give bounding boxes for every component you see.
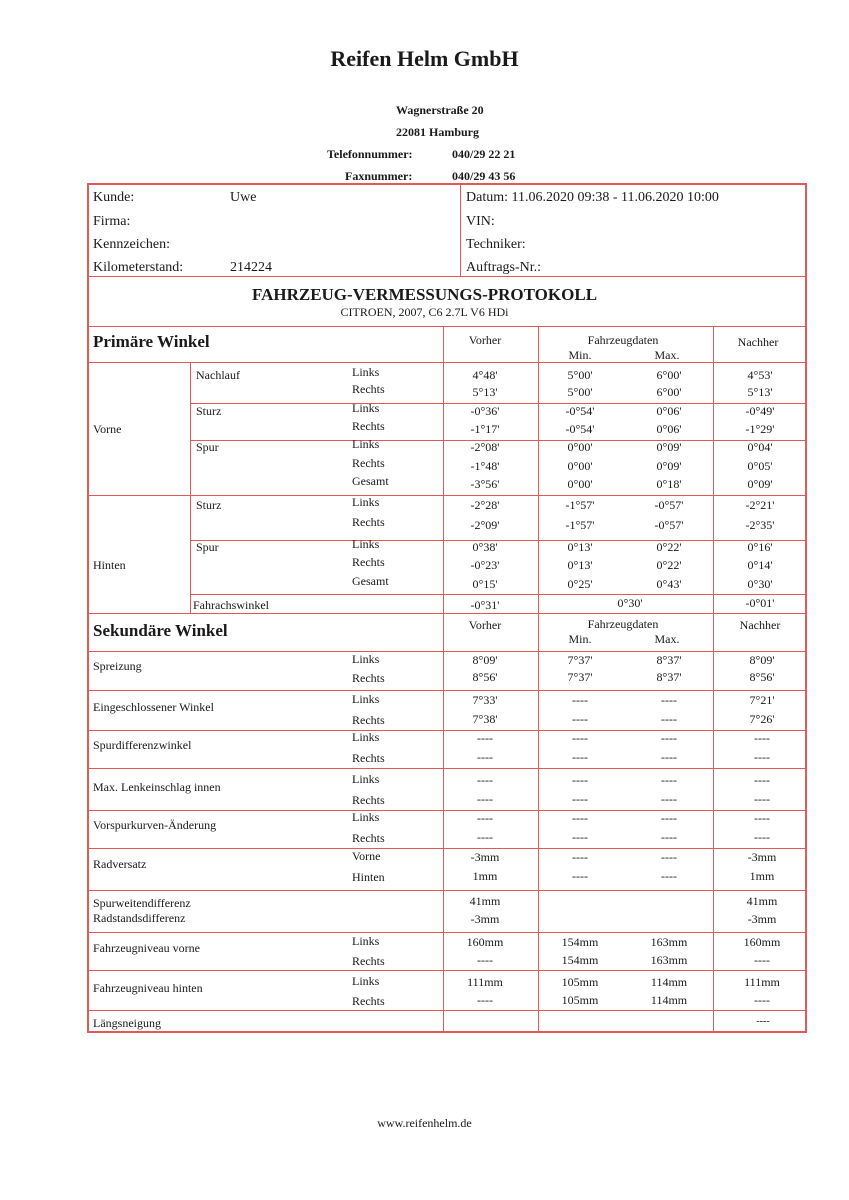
primary-value-after: 4°53' — [747, 368, 773, 382]
protocol-title: FAHRZEUG-VERMESSUNGS-PROTOKOLL — [251, 285, 598, 304]
grid-line — [87, 810, 807, 811]
secondary-value-after: ---- — [754, 953, 770, 967]
primary-value-max: 6°00' — [656, 368, 682, 382]
primary-value-after: -2°21' — [745, 498, 775, 512]
secondary-value-after: 7°26' — [749, 712, 775, 726]
secondary-measure-label: Spurdifferenzwinkel — [93, 738, 192, 752]
primary-value-max: 0°22' — [656, 540, 682, 554]
secondary-value-min: 105mm — [561, 975, 599, 989]
secondary-value-max: ---- — [661, 792, 677, 806]
secondary-value-before: 111mm — [467, 975, 503, 989]
primary-measure-label: Sturz — [196, 498, 222, 512]
primary-side-label: Rechts — [352, 382, 385, 396]
primary-side-label: Rechts — [352, 419, 385, 433]
secondary-angles-heading: Sekundäre Winkel — [93, 621, 228, 640]
grid-line — [538, 326, 539, 1032]
secondary-value-max: 8°37' — [656, 653, 682, 667]
grid-line — [460, 183, 461, 276]
secondary-side-label: Rechts — [352, 831, 385, 845]
phone-number: 040/29 22 21 — [452, 147, 516, 161]
primary-value-min: 0°25' — [567, 577, 593, 591]
primary-value-min: 0°13' — [567, 558, 593, 572]
grid-line — [87, 730, 807, 731]
secondary-value-before: ---- — [477, 830, 493, 844]
secondary-side-label: Rechts — [352, 994, 385, 1008]
primary-value-max: 6°00' — [656, 385, 682, 399]
primary-side-label: Links — [352, 365, 380, 379]
secondary-side-label: Vorne — [352, 849, 381, 863]
primary-value-min: 0°00' — [567, 440, 593, 454]
secondary-value-max: 114mm — [650, 993, 688, 1007]
drive-axis-angle-spec: 0°30' — [617, 596, 643, 610]
primary-value-min: 5°00' — [567, 368, 593, 382]
secondary-value-after: 160mm — [743, 935, 781, 949]
secondary-value-before: ---- — [477, 731, 493, 745]
secondary-value-after: 7°21' — [749, 693, 775, 707]
secondary-value-max: ---- — [661, 811, 677, 825]
secondary-value-min: 154mm — [561, 953, 599, 967]
primary-value-before: -2°08' — [470, 440, 500, 454]
secondary-side-label: Links — [352, 652, 380, 666]
phone-label: Telefonnummer: — [327, 147, 413, 161]
secondary-side-label: Rechts — [352, 751, 385, 765]
primary-measure-label: Spur — [196, 440, 219, 454]
primary-value-after: -2°35' — [745, 518, 775, 532]
secondary-value-after: 41mm — [746, 894, 778, 908]
primary-side-label: Rechts — [352, 515, 385, 529]
grid-line — [87, 932, 807, 933]
secondary-measure-label: Eingeschlossener Winkel — [93, 700, 214, 714]
grid-line — [190, 362, 191, 613]
primary-value-after: 0°16' — [747, 540, 773, 554]
secondary-value-after: -3mm — [747, 912, 777, 926]
primary-side-label: Rechts — [352, 456, 385, 470]
secondary-measure-label: Fahrzeugniveau vorne — [93, 941, 200, 955]
secondary-value-after: 8°56' — [749, 670, 775, 684]
primary-value-max: 0°43' — [656, 577, 682, 591]
primary-measure-label: Spur — [196, 540, 219, 554]
secondary-value-min: 7°37' — [567, 670, 593, 684]
primary-value-min: 0°00' — [567, 459, 593, 473]
primary-side-label: Links — [352, 495, 380, 509]
grid-line — [190, 540, 807, 541]
primary-value-min: -1°57' — [565, 498, 595, 512]
primary-value-after: 5°13' — [747, 385, 773, 399]
primary-value-max: 0°22' — [656, 558, 682, 572]
grid-line — [87, 613, 807, 614]
secondary-value-before: 7°38' — [472, 712, 498, 726]
secondary-value-min: 7°37' — [567, 653, 593, 667]
primary-side-label: Gesamt — [352, 474, 389, 488]
secondary-value-before: -3mm — [470, 850, 500, 864]
secondary-value-min: ---- — [572, 750, 588, 764]
address-city: 22081 Hamburg — [396, 125, 480, 139]
grid-line — [190, 594, 807, 595]
order-number-label: Auftrags-Nr.: — [466, 260, 542, 275]
primary-value-min: 5°00' — [567, 385, 593, 399]
primary-value-max: 0°09' — [656, 440, 682, 454]
secondary-value-before: -3mm — [470, 912, 500, 926]
header-vorher-2: Vorher — [468, 618, 502, 632]
primary-value-after: 0°30' — [747, 577, 773, 591]
secondary-value-max: ---- — [661, 773, 677, 787]
primary-value-after: 0°14' — [747, 558, 773, 572]
secondary-value-after: ---- — [754, 731, 770, 745]
primary-value-before: 4°48' — [472, 368, 498, 382]
header-nachher: Nachher — [737, 335, 779, 349]
primary-side-label: Gesamt — [352, 574, 389, 588]
secondary-value-max: 163mm — [650, 935, 688, 949]
date-range: Datum: 11.06.2020 09:38 - 11.06.2020 10:00 — [466, 190, 719, 205]
primary-value-after: 0°09' — [747, 477, 773, 491]
header-nachher-2: Nachher — [739, 618, 781, 632]
secondary-value-after: 8°09' — [749, 653, 775, 667]
primary-value-after: -0°49' — [745, 404, 775, 418]
secondary-value-max: ---- — [661, 850, 677, 864]
secondary-value-before: ---- — [477, 811, 493, 825]
plate-label: Kennzeichen: — [93, 237, 170, 252]
header-max: Max. — [654, 348, 680, 362]
primary-value-max: 0°09' — [656, 459, 682, 473]
customer-name: Uwe — [230, 190, 257, 205]
header-vehicle-data: Fahrzeugdaten — [587, 333, 659, 347]
secondary-value-after: 1mm — [749, 869, 775, 883]
secondary-side-label: Rechts — [352, 793, 385, 807]
secondary-value-min: ---- — [572, 731, 588, 745]
mileage-value: 214224 — [230, 260, 272, 275]
company-name: Reifen Helm GmbH — [330, 46, 519, 71]
secondary-side-label: Rechts — [352, 671, 385, 685]
vin-label: VIN: — [466, 214, 495, 229]
secondary-side-label: Links — [352, 934, 380, 948]
secondary-value-after: ---- — [754, 811, 770, 825]
secondary-value-max: ---- — [661, 693, 677, 707]
fax-label: Faxnummer: — [345, 169, 413, 183]
secondary-value-min: 154mm — [561, 935, 599, 949]
primary-value-max: 0°06' — [656, 404, 682, 418]
secondary-value-min: ---- — [572, 693, 588, 707]
secondary-measure-label: Vorspurkurven-Änderung — [93, 818, 217, 832]
header-vorher: Vorher — [468, 333, 502, 347]
secondary-value-after: ---- — [754, 750, 770, 764]
secondary-value-max: ---- — [661, 750, 677, 764]
secondary-measure-label: Radversatz — [93, 857, 147, 871]
secondary-side-label: Hinten — [352, 870, 385, 884]
header-max-2: Max. — [654, 632, 680, 646]
primary-measure-label: Sturz — [196, 404, 222, 418]
primary-value-min: 0°13' — [567, 540, 593, 554]
secondary-value-min: ---- — [572, 869, 588, 883]
drive-axis-angle-label: Fahrachswinkel — [193, 598, 269, 612]
address-street: Wagnerstraße 20 — [396, 103, 484, 117]
secondary-value-after: ---- — [754, 773, 770, 787]
secondary-side-label: Rechts — [352, 954, 385, 968]
secondary-side-label: Links — [352, 772, 380, 786]
primary-value-before: -3°56' — [470, 477, 500, 491]
secondary-value-before: 41mm — [469, 894, 501, 908]
header-vehicle-data-2: Fahrzeugdaten — [587, 617, 659, 631]
primary-value-min: -0°54' — [565, 404, 595, 418]
grid-line — [87, 495, 807, 496]
primary-value-min: -1°57' — [565, 518, 595, 532]
primary-side-label: Links — [352, 437, 380, 451]
primary-side-label: Links — [352, 401, 380, 415]
primary-value-max: -0°57' — [654, 518, 684, 532]
secondary-value-max: ---- — [661, 712, 677, 726]
primary-value-min: 0°00' — [567, 477, 593, 491]
fax-number: 040/29 43 56 — [452, 169, 516, 183]
secondary-value-before: ---- — [477, 953, 493, 967]
secondary-value-min: ---- — [572, 850, 588, 864]
grid-line — [87, 768, 807, 769]
primary-value-before: -0°36' — [470, 404, 500, 418]
primary-value-before: -2°09' — [470, 518, 500, 532]
secondary-side-label: Links — [352, 692, 380, 706]
secondary-value-after: 111mm — [744, 975, 780, 989]
website-footer: www.reifenhelm.de — [377, 1116, 472, 1130]
primary-angles-heading: Primäre Winkel — [93, 332, 210, 351]
secondary-measure-label: Fahrzeugniveau hinten — [93, 981, 203, 995]
grid-line — [87, 326, 807, 327]
secondary-value-before: 8°56' — [472, 670, 498, 684]
technician-label: Techniker: — [466, 237, 526, 252]
primary-value-after: -1°29' — [745, 422, 775, 436]
primary-value-before: 5°13' — [472, 385, 498, 399]
secondary-measure-label: Spreizung — [93, 659, 142, 673]
drive-axis-angle-after: -0°01' — [745, 596, 775, 610]
primary-value-before: -1°17' — [470, 422, 500, 436]
secondary-value-after: ---- — [754, 792, 770, 806]
primary-value-after: 0°04' — [747, 440, 773, 454]
primary-side-label: Links — [352, 537, 380, 551]
primary-group-label: Hinten — [93, 558, 126, 572]
secondary-side-label: Rechts — [352, 713, 385, 727]
secondary-value-max: ---- — [661, 869, 677, 883]
primary-value-after: 0°05' — [747, 459, 773, 473]
secondary-value-min: ---- — [572, 830, 588, 844]
secondary-value-before: ---- — [477, 750, 493, 764]
secondary-value-before: 8°09' — [472, 653, 498, 667]
customer-label: Kunde: — [93, 190, 135, 205]
secondary-measure-label: Radstandsdifferenz — [93, 911, 186, 925]
company-label: Firma: — [93, 214, 131, 229]
secondary-value-after: -3mm — [747, 850, 777, 864]
grid-line — [87, 848, 807, 849]
primary-value-before: 0°15' — [472, 577, 498, 591]
header-min-2: Min. — [568, 632, 592, 646]
secondary-value-max: 114mm — [650, 975, 688, 989]
secondary-value-min: ---- — [572, 792, 588, 806]
secondary-value-max: ---- — [661, 830, 677, 844]
primary-value-before: 0°38' — [472, 540, 498, 554]
primary-value-max: -0°57' — [654, 498, 684, 512]
secondary-value-min: ---- — [572, 712, 588, 726]
primary-group-label: Vorne — [93, 422, 122, 436]
primary-value-max: 0°06' — [656, 422, 682, 436]
mileage-label: Kilometerstand: — [93, 260, 184, 275]
secondary-value-min: ---- — [572, 811, 588, 825]
secondary-value-after: ---- — [754, 830, 770, 844]
secondary-value-min: 105mm — [561, 993, 599, 1007]
secondary-value-max: ---- — [661, 731, 677, 745]
primary-value-before: -0°23' — [470, 558, 500, 572]
longitudinal-tilt-label: Längsneigung — [93, 1016, 161, 1030]
grid-line — [87, 690, 807, 691]
primary-measure-label: Nachlauf — [196, 368, 240, 382]
header-min: Min. — [568, 348, 592, 362]
secondary-value-min: ---- — [572, 773, 588, 787]
secondary-side-label: Links — [352, 974, 380, 988]
secondary-value-before: 160mm — [466, 935, 504, 949]
secondary-measure-label: Spurweitendifferenz — [93, 896, 191, 910]
grid-line — [87, 970, 807, 971]
grid-line — [713, 326, 714, 1032]
secondary-value-before: ---- — [477, 993, 493, 1007]
primary-value-before: -1°48' — [470, 459, 500, 473]
secondary-value-max: 163mm — [650, 953, 688, 967]
grid-line — [87, 276, 807, 277]
secondary-value-before: 7°33' — [472, 693, 498, 707]
grid-line — [87, 362, 807, 363]
grid-line — [87, 1010, 807, 1011]
primary-value-max: 0°18' — [656, 477, 682, 491]
vehicle-description: CITROEN, 2007, C6 2.7L V6 HDi — [340, 305, 509, 319]
grid-line — [87, 651, 807, 652]
secondary-value-before: ---- — [477, 773, 493, 787]
secondary-side-label: Links — [352, 810, 380, 824]
secondary-measure-label: Max. Lenkeinschlag innen — [93, 780, 221, 794]
drive-axis-angle-before: -0°31' — [470, 598, 500, 612]
longitudinal-tilt-after: ---- — [756, 1016, 770, 1027]
secondary-value-before: 1mm — [472, 869, 498, 883]
primary-value-before: -2°28' — [470, 498, 500, 512]
secondary-value-before: ---- — [477, 792, 493, 806]
primary-value-min: -0°54' — [565, 422, 595, 436]
secondary-value-after: ---- — [754, 993, 770, 1007]
secondary-side-label: Links — [352, 730, 380, 744]
grid-line — [87, 890, 807, 891]
secondary-value-max: 8°37' — [656, 670, 682, 684]
grid-line — [443, 326, 444, 1032]
primary-side-label: Rechts — [352, 555, 385, 569]
